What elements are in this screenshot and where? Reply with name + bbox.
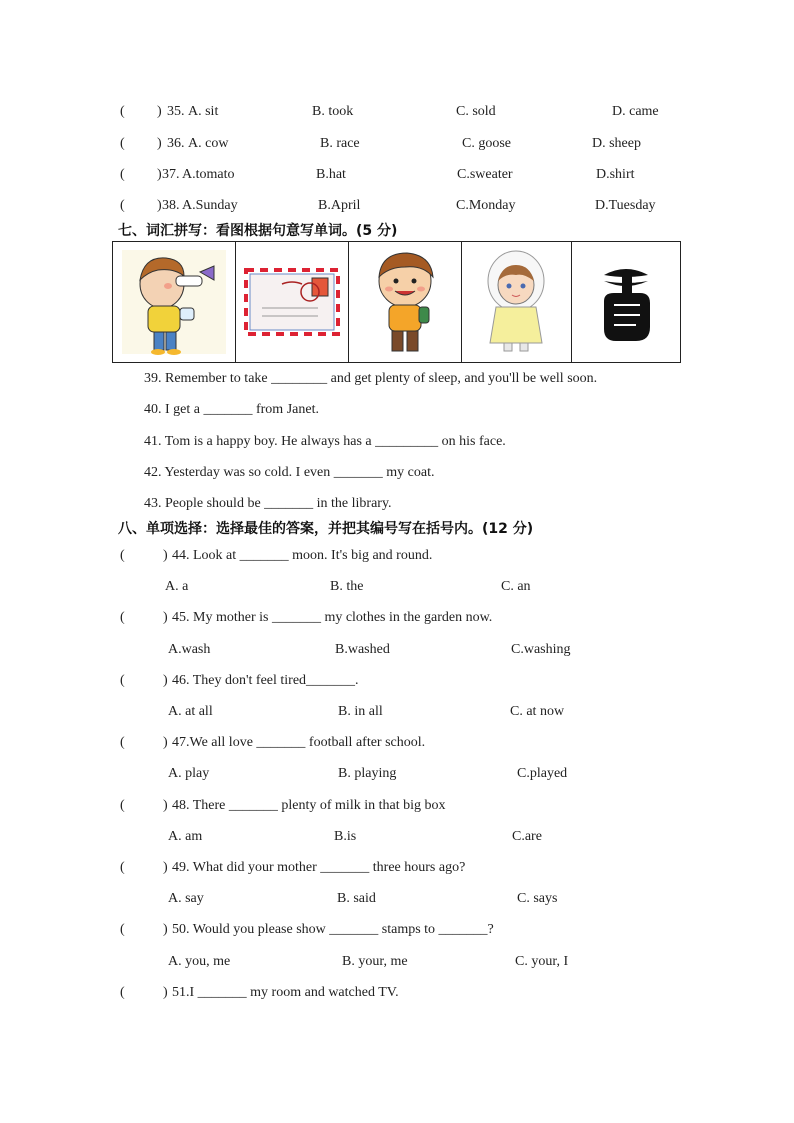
options-50: [0, 952, 794, 972]
option-a: A. at all: [168, 704, 213, 719]
option-b: B.hat: [316, 167, 346, 182]
question-36: [0, 134, 794, 154]
answer-paren-open: (: [120, 860, 125, 875]
section-7-heading-text: 七、词汇拼写：看图根据句意写单词。(5 分): [118, 223, 398, 239]
question-stem: 47.We all love _______ football after school.: [172, 735, 426, 750]
options-44: [0, 577, 794, 597]
options-45: [0, 640, 794, 660]
question-47: [0, 733, 794, 753]
option-a: A. am: [168, 829, 203, 844]
question-40-text: 40. I get a _______ from Janet.: [144, 402, 319, 417]
answer-paren-open: (: [120, 136, 125, 151]
option-d: D. came: [612, 104, 659, 119]
answer-paren-close: ): [163, 673, 168, 688]
option-a: A. a: [165, 579, 189, 594]
option-d: D.Tuesday: [595, 198, 656, 213]
picture-cell-5: [572, 242, 681, 363]
picture-cell-4: [461, 242, 572, 363]
answer-paren-close: ): [157, 136, 162, 151]
options-47: [0, 764, 794, 784]
question-number: 38.: [162, 198, 180, 213]
option-c: C. sold: [456, 104, 496, 119]
answer-paren-open: (: [120, 798, 125, 813]
answer-paren-open: (: [120, 922, 125, 937]
answer-paren-open: (: [120, 548, 125, 563]
question-39-text: 39. Remember to take ________ and get plenty of sleep, and you'll be well soon.: [144, 371, 598, 386]
answer-paren-close: ): [163, 735, 168, 750]
option-a: A. you, me: [168, 954, 231, 969]
question-49: [0, 858, 794, 878]
answer-paren-open: (: [120, 735, 125, 750]
answer-paren-close: ): [157, 198, 162, 213]
answer-paren-close: ): [157, 167, 162, 182]
girl-in-raincoat-icon: [476, 247, 556, 357]
question-41-text: 41. Tom is a happy boy. He always has a _________ on his face.: [144, 434, 506, 449]
option-d: D. sheep: [592, 136, 641, 151]
option-c: C. goose: [462, 136, 511, 151]
option-c: C.are: [512, 829, 542, 844]
option-d: D.shirt: [596, 167, 635, 182]
option-c: C.washing: [511, 642, 571, 657]
question-42-text: 42. Yesterday was so cold. I even _______ my coat.: [144, 465, 435, 480]
picture-cell-3: [348, 242, 461, 363]
answer-paren-open: (: [120, 610, 125, 625]
question-stem: 44. Look at _______ moon. It's big and round.: [172, 548, 433, 563]
question-43-text: 43. People should be _______ in the library.: [144, 496, 392, 511]
question-35: [0, 102, 794, 122]
option-b: B. in all: [338, 704, 383, 719]
answer-paren-close: ): [163, 860, 168, 875]
option-b: B.is: [334, 829, 357, 844]
option-b: B.April: [318, 198, 361, 213]
question-45: [0, 608, 794, 628]
option-b: B. playing: [338, 766, 397, 781]
airmail-letter-icon: [242, 262, 342, 342]
section-8-heading-text: 八、单项选择：选择最佳的答案，并把其编号写在括号内。(12 分): [118, 521, 534, 537]
option-a: A.wash: [168, 642, 211, 657]
question-number: 36.: [167, 136, 185, 151]
question-43: [0, 494, 794, 514]
option-b: B. said: [337, 891, 376, 906]
option-a: A. cow: [188, 136, 229, 151]
question-stem: 50. Would you please show _______ stamps to _______?: [172, 922, 494, 937]
question-51: [0, 983, 794, 1003]
question-number: 37.: [162, 167, 180, 182]
question-number: 35.: [167, 104, 185, 119]
answer-paren-close: ): [163, 610, 168, 625]
option-c: C. your, I: [515, 954, 569, 969]
option-a: A.Sunday: [182, 198, 238, 213]
boy-taking-medicine-icon: [118, 246, 230, 358]
options-49: [0, 889, 794, 909]
answer-paren-close: ): [163, 922, 168, 937]
quiet-hand-sign-icon: [596, 257, 656, 347]
answer-paren-open: (: [120, 198, 125, 213]
answer-paren-open: (: [120, 104, 125, 119]
question-39: [0, 369, 794, 389]
option-c: C. an: [501, 579, 531, 594]
option-a: A. play: [168, 766, 210, 781]
answer-paren-close: ): [163, 798, 168, 813]
question-46: [0, 671, 794, 691]
option-a: A.tomato: [182, 167, 235, 182]
section-8-heading: [0, 519, 794, 539]
question-50: [0, 920, 794, 940]
option-c: C. at now: [510, 704, 565, 719]
answer-paren-close: ): [163, 548, 168, 563]
answer-paren-open: (: [120, 673, 125, 688]
answer-paren-open: (: [120, 167, 125, 182]
option-c: C.Monday: [456, 198, 516, 213]
option-b: B. your, me: [342, 954, 408, 969]
picture-cell-1: [113, 242, 236, 363]
question-44: [0, 546, 794, 566]
question-37: [0, 165, 794, 185]
smiling-boy-icon: [365, 247, 445, 357]
question-stem: 49. What did your mother _______ three hours ago?: [172, 860, 466, 875]
option-b: B. race: [320, 136, 360, 151]
question-42: [0, 463, 794, 483]
picture-table: [112, 241, 681, 363]
question-stem: 48. There _______ plenty of milk in that big box: [172, 798, 446, 813]
question-stem: 46. They don't feel tired_______.: [172, 673, 359, 688]
option-c: C.played: [517, 766, 568, 781]
option-b: B. took: [312, 104, 354, 119]
options-48: [0, 827, 794, 847]
option-c: C. says: [517, 891, 558, 906]
option-b: B. the: [330, 579, 364, 594]
question-38: [0, 196, 794, 216]
picture-cell-2: [235, 242, 348, 363]
section-7-heading: [0, 221, 794, 241]
question-stem: 51.I _______ my room and watched TV.: [172, 985, 399, 1000]
answer-paren-open: (: [120, 985, 125, 1000]
question-40: [0, 400, 794, 420]
option-a: A. sit: [188, 104, 219, 119]
answer-paren-close: ): [163, 985, 168, 1000]
question-stem: 45. My mother is _______ my clothes in the garden now.: [172, 610, 493, 625]
question-48: [0, 796, 794, 816]
options-46: [0, 702, 794, 722]
option-c: C.sweater: [457, 167, 513, 182]
question-41: [0, 432, 794, 452]
option-b: B.washed: [335, 642, 390, 657]
option-a: A. say: [168, 891, 204, 906]
answer-paren-close: ): [157, 104, 162, 119]
